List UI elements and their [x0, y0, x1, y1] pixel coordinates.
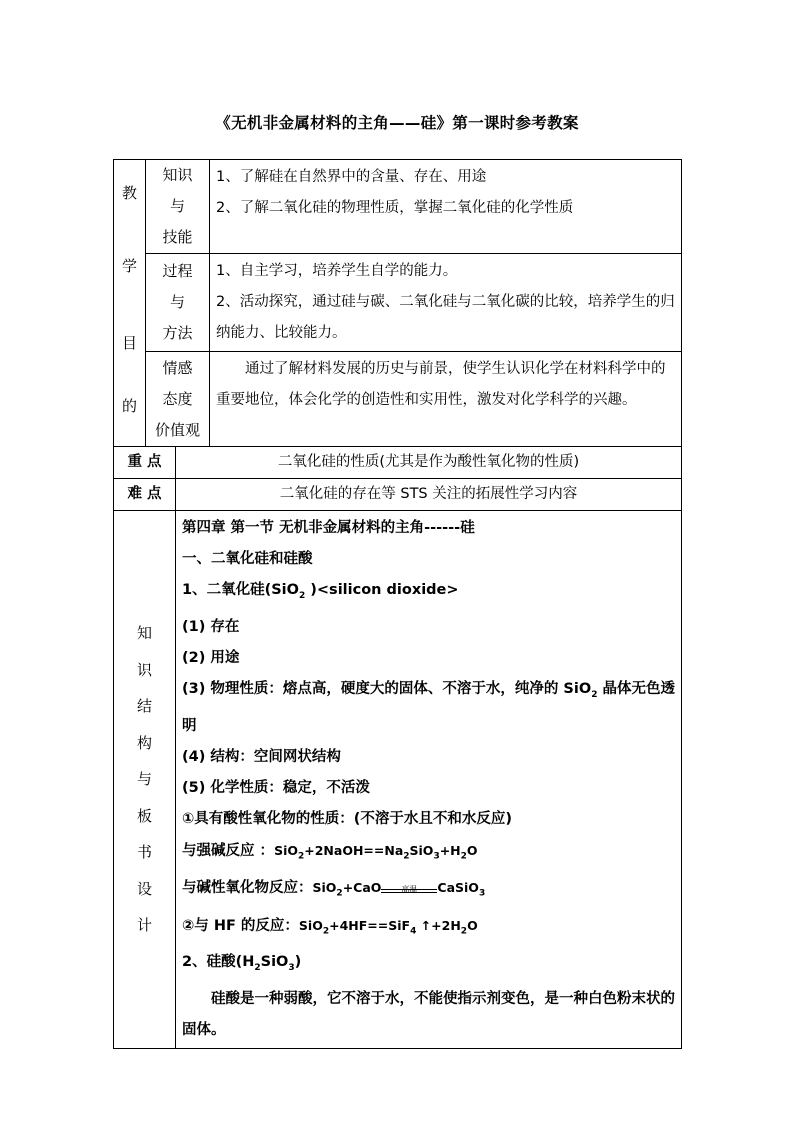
section-heading: 一、二氧化硅和硅酸 [182, 551, 313, 567]
knowledge-content: 第四章 第一节 无机非金属材料的主角------硅 一、二氧化硅和硅酸 1、二氧化硅(SiO$_2$ )<silicon dioxide> (1) 存在 (2) 用途 (3) 物理性质：熔点高，硬度大的固体、不溶于水，纯净的 SiO$_2$ 晶体无色透明 (4) 结构：空间网状结构 (5) 化学性质：稳定，不活泼 ①具有酸性氧化物的性质：(不溶于水且不和水反应) 与强碱反应 ：$SiO_2+2NaOH==Na_2SiO_3+H_2O$ 与碱性氧化物反应：SiO$_2$+CaO 高温 CaSiO$_3$ ②与 HF 的反应：SiO$_2$+4HF==SiF$_4$ $↑+2H_2O$ 2、硅酸$(H_2SiO_3)$ 硅酸是一种弱酸，它不溶于水，不能使指示剂变色，是一种白色粉末状的固体。 [176, 511, 682, 1049]
objective-attitude-label: 情感 态度 价值观 [146, 352, 210, 447]
objectives-label: 教 学 目 的 [114, 160, 146, 447]
objective-knowledge-label: 知识 与 技能 [146, 160, 210, 254]
reaction-strong-base: 与强碱反应 ：$SiO_2+2NaOH==Na_2SiO_3+H_2O$ [182, 842, 478, 862]
difficulty-text: 二氧化硅的存在等 STS 关注的拓展性学习内容 [176, 479, 682, 511]
difficulty-label: 难 点 [114, 479, 176, 511]
key-point-label: 重 点 [114, 447, 176, 479]
knowledge-label: 知 识 结 构 与 板 书 设 计 [114, 511, 176, 1049]
objective-process-content: 1、自主学习，培养学生自学的能力。 2、活动探究，通过硅与碳、二氧化硅与二氧化碳的比较，培养学生的归纳能力、比较能力。 [210, 254, 682, 352]
reaction-basic-oxide: 与碱性氧化物反应：SiO$_2$+CaO 高温 CaSiO$_3$ [182, 880, 486, 899]
chapter-heading: 第四章 第一节 无机非金属材料的主角------硅 [182, 520, 475, 536]
sub-heading-silica: 1、二氧化硅(SiO$_2$ )<silicon dioxide> [182, 582, 459, 601]
objective-process-label: 过程 与 方法 [146, 254, 210, 352]
reaction-condition-equals: 高温 [381, 880, 437, 896]
silicic-acid-description: 硅酸是一种弱酸，它不溶于水，不能使指示剂变色，是一种白色粉末状的固体。 [182, 991, 675, 1039]
physical-properties: (3) 物理性质：熔点高，硬度大的固体、不溶于水，纯净的 SiO$_2$ 晶体无色透明 [182, 680, 676, 734]
reaction-hf: ②与 HF 的反应：SiO$_2$+4HF==SiF$_4$ $↑+2H_2O$ [182, 917, 478, 937]
page-title: 《无机非金属材料的主角——硅》第一课时参考教案 [215, 114, 579, 132]
sub-heading-silicic-acid: 2、硅酸$(H_2SiO_3)$ [182, 954, 302, 974]
key-point-text: 二氧化硅的性质(尤其是作为酸性氧化物的性质) [176, 447, 682, 479]
objective-knowledge-content: 1、了解硅在自然界中的含量、存在、用途 2、了解二氧化硅的物理性质，掌握二氧化硅的化学性质 [210, 160, 682, 254]
objective-attitude-content: 通过了解材料发展的历史与前景，使学生认识化学在材料科学中的重要地位，体会化学的创造性和实用性，激发对化学科学的兴趣。 [210, 352, 682, 447]
lesson-plan-table [113, 159, 682, 1049]
